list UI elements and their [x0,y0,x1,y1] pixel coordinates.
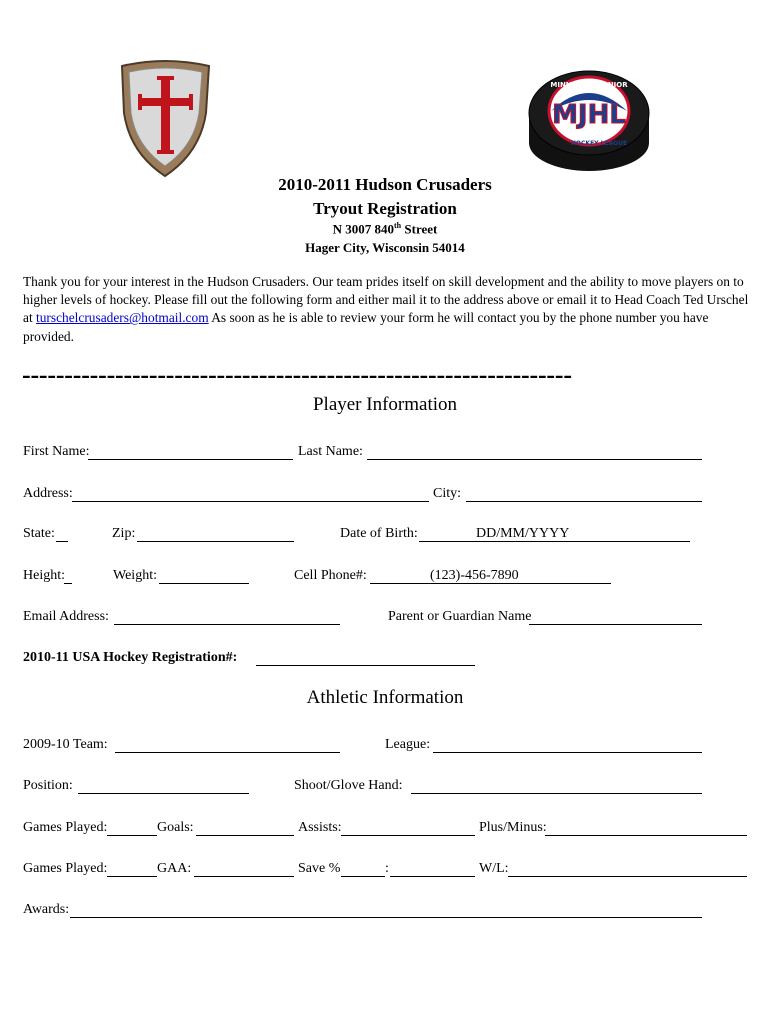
games-played-label: Games Played: [23,820,108,835]
save-pct-separator: : [385,861,389,876]
state-label: State: [23,526,55,541]
height-label: Height: [23,568,65,583]
wl-field[interactable] [508,876,747,877]
email-field[interactable] [114,624,340,625]
height-field[interactable] [64,583,72,584]
awards-field[interactable] [70,917,702,918]
position-field[interactable] [78,793,249,794]
address-field[interactable] [72,501,429,502]
usa-hockey-field[interactable] [256,665,475,666]
shoot-glove-label: Shoot/Glove Hand: [294,778,403,793]
city-field[interactable] [466,501,702,502]
plus-minus-label: Plus/Minus: [479,820,547,835]
team-field[interactable] [115,752,340,753]
guardian-field[interactable] [529,624,702,625]
goalie-games-played-label: Games Played: [23,861,108,876]
player-info-heading: Player Information [312,394,458,415]
last-name-field[interactable] [367,459,702,460]
shoot-glove-field[interactable] [411,793,702,794]
guardian-label: Parent or Guardian Name [388,609,532,624]
form-subtitle: Tryout Registration [313,199,457,218]
dob-label: Date of Birth: [340,526,418,541]
wl-label: W/L: [479,861,509,876]
street-address: N 3007 840th Street [332,221,438,237]
last-name-label: Last Name: [298,444,363,459]
zip-label: Zip: [112,526,136,541]
city-label: City: [433,486,462,501]
form-title: 2010-2011 Hudson Crusaders [278,175,492,194]
phone-placeholder: (123)-456-7890 [430,568,519,583]
dob-placeholder: DD/MM/YYYY [476,526,570,541]
city-state-zip: Hager City, Wisconsin 54014 [305,240,465,255]
usa-hockey-label: 2010-11 USA Hockey Registration#: [23,650,238,665]
weight-field[interactable] [159,583,249,584]
email-label: Email Address: [23,609,109,624]
svg-text:MJHL: MJHL [552,100,626,130]
position-label: Position: [23,778,73,793]
svg-text:HOCKEY LEAGUE: HOCKEY LEAGUE [570,140,628,147]
gaa-field[interactable] [194,876,294,877]
plus-minus-field[interactable] [545,835,747,836]
section-divider: ----------------------------------------------------------------- [22,360,572,389]
goals-label: Goals: [157,820,194,835]
athletic-info-heading: Athletic Information [306,687,464,708]
mjhl-logo [525,65,655,177]
svg-text:MINNESOTA JUNIOR: MINNESOTA JUNIOR [550,81,628,89]
cell-phone-label: Cell Phone#: [294,568,367,583]
team-label: 2009-10 Team: [23,737,108,752]
save-pct-field-1[interactable] [341,876,385,877]
save-pct-label: Save % [298,861,341,876]
league-label: League: [385,737,431,752]
assists-label: Assists: [298,820,342,835]
save-pct-field-2[interactable] [390,876,475,877]
first-name-field[interactable] [88,459,293,460]
weight-label: Weight: [113,568,157,583]
assists-field[interactable] [341,835,475,836]
coach-email-link[interactable]: turschelcrusaders@hotmail.com [36,310,209,326]
gaa-label: GAA: [157,861,192,876]
games-played-field[interactable] [107,835,157,836]
league-field[interactable] [433,752,702,753]
address-label: Address: [23,486,73,501]
zip-field[interactable] [137,541,294,542]
goals-field[interactable] [196,835,294,836]
first-name-label: First Name: [23,444,90,459]
awards-label: Awards: [23,902,70,917]
state-field[interactable] [56,541,68,542]
crusader-shield-logo [118,58,213,178]
goalie-games-played-field[interactable] [107,876,157,877]
intro-paragraph: Thank you for your interest in the Hudson Crusaders. Our team prides itself on skill development and the ability to move players on to higher levels of hockey. Please fill out the following form and either mail it to the address above or email it to Head Coach Ted Urschel at turschelcrusaders@hotmail.com As soon as he is able to review your form he will contact you by the phone number you have provided. [23,274,749,344]
